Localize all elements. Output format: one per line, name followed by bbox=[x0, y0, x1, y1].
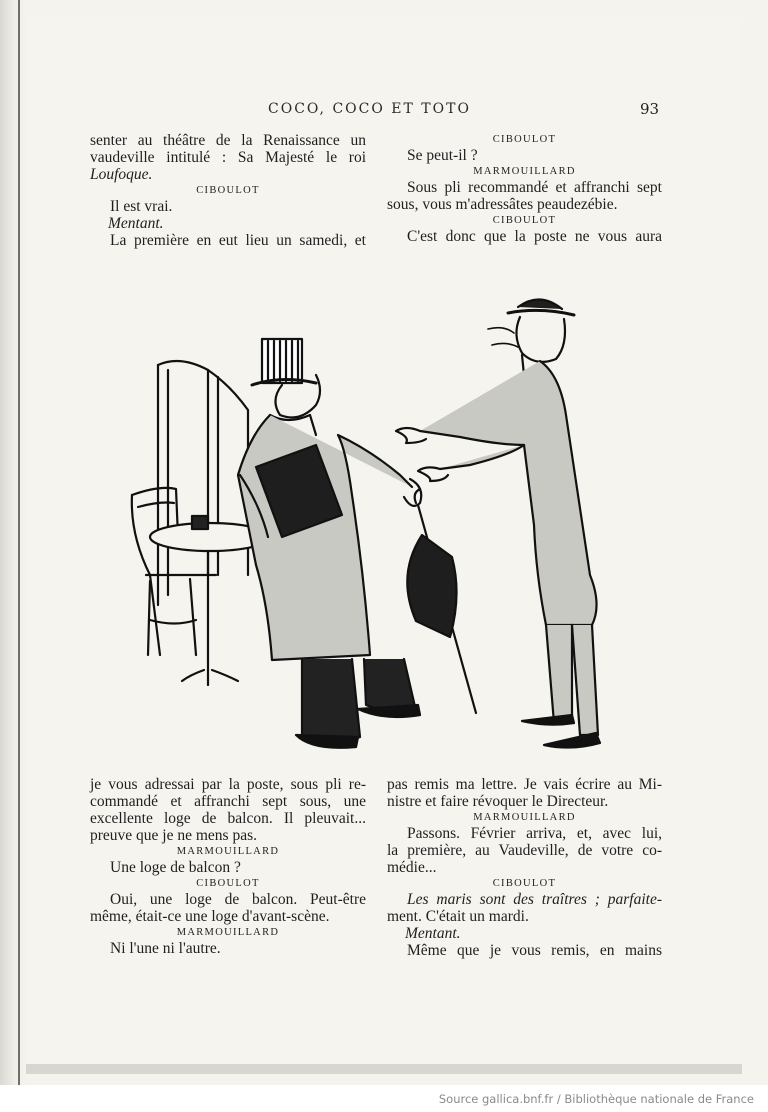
footer-bar bbox=[0, 1085, 768, 1112]
illustration-two-men-cafe bbox=[120, 275, 640, 765]
speaker-name: MARMOUILLARD bbox=[176, 846, 280, 857]
speaker-name: CIBOULOT bbox=[196, 185, 260, 196]
speaker-name: CIBOULOT bbox=[492, 134, 557, 145]
man-in-bowler-hat bbox=[396, 299, 600, 747]
source-attribution: Source gallica.bnf.fr / Bibliothèque nationale de France bbox=[438, 1092, 754, 1106]
dialogue-line: Sous pli recommandé et affranchi sept bbox=[407, 179, 662, 196]
bentwood-chair bbox=[132, 488, 216, 655]
text-line: ment. C'était un mardi. bbox=[387, 908, 529, 925]
text-line: la première, au Vaudeville, de votre co- bbox=[387, 842, 662, 859]
umbrella bbox=[407, 489, 476, 713]
folding-screen bbox=[158, 361, 248, 605]
dialogue-line: Se peut-il ? bbox=[407, 147, 478, 164]
speaker-name: MARMOUILLARD bbox=[473, 812, 576, 823]
text-line: sous, vous m'adressâtes peaudezébie. bbox=[387, 196, 618, 213]
text-line: je vous adressai par la poste, sous pli re- bbox=[90, 776, 366, 793]
binding-fold-line bbox=[18, 0, 20, 1085]
dialogue-line: Ni l'une ni l'autre. bbox=[110, 940, 221, 957]
text-line: même, était-ce une loge d'avant-scène. bbox=[90, 908, 330, 925]
dialogue-line: Une loge de balcon ? bbox=[110, 859, 241, 876]
speaker-name: CIBOULOT bbox=[492, 215, 557, 226]
speaker-name: CIBOULOT bbox=[492, 878, 557, 889]
dialogue-line: Il est vrai. bbox=[110, 198, 173, 215]
book-binding-gutter bbox=[0, 0, 26, 1085]
dialogue-line: Oui, une loge de balcon. Peut-être bbox=[110, 891, 366, 908]
dialogue-line: Passons. Février arriva, et, avec lui, bbox=[407, 825, 662, 842]
stage-direction: Mentant. bbox=[405, 925, 461, 942]
text-line: médie... bbox=[387, 859, 437, 876]
speaker-name: MARMOUILLARD bbox=[473, 166, 576, 177]
column-right-top bbox=[387, 132, 662, 245]
text-line: vaudeville intitulé : Sa Majesté le roi bbox=[90, 149, 366, 166]
text-line: Loufoque. bbox=[90, 166, 153, 183]
column-right-bottom bbox=[387, 776, 662, 959]
speaker-name: MARMOUILLARD bbox=[176, 927, 280, 938]
dialogue-line: Même que je vous remis, en mains bbox=[407, 942, 662, 959]
text-line: excellente loge de balcon. Il pleuvait... bbox=[90, 810, 366, 827]
text-line: commandé et affranchi sept sous, une bbox=[90, 793, 366, 810]
text-line: preuve que je ne mens pas. bbox=[90, 827, 257, 844]
running-head: COCO, COCO ET TOTO bbox=[268, 101, 471, 117]
column-left-top bbox=[90, 132, 366, 249]
page-number: 93 bbox=[640, 100, 660, 118]
text-line: nistre et faire révoquer le Directeur. bbox=[387, 793, 609, 810]
speaker-name: CIBOULOT bbox=[196, 878, 260, 889]
text-line: pas remis ma lettre. Je vais écrire au Mi- bbox=[387, 776, 662, 793]
man-in-top-hat bbox=[238, 339, 421, 748]
dialogue-line: La première en eut lieu un samedi, et bbox=[110, 232, 366, 249]
dialogue-line: C'est donc que la poste ne vous aura bbox=[407, 228, 662, 245]
column-left-bottom bbox=[90, 776, 366, 957]
text-line: senter au théâtre de la Renaissance un bbox=[90, 132, 366, 149]
dialogue-line: Les maris sont des traîtres ; parfaite- bbox=[407, 891, 662, 908]
stage-direction: Mentant. bbox=[108, 215, 164, 232]
